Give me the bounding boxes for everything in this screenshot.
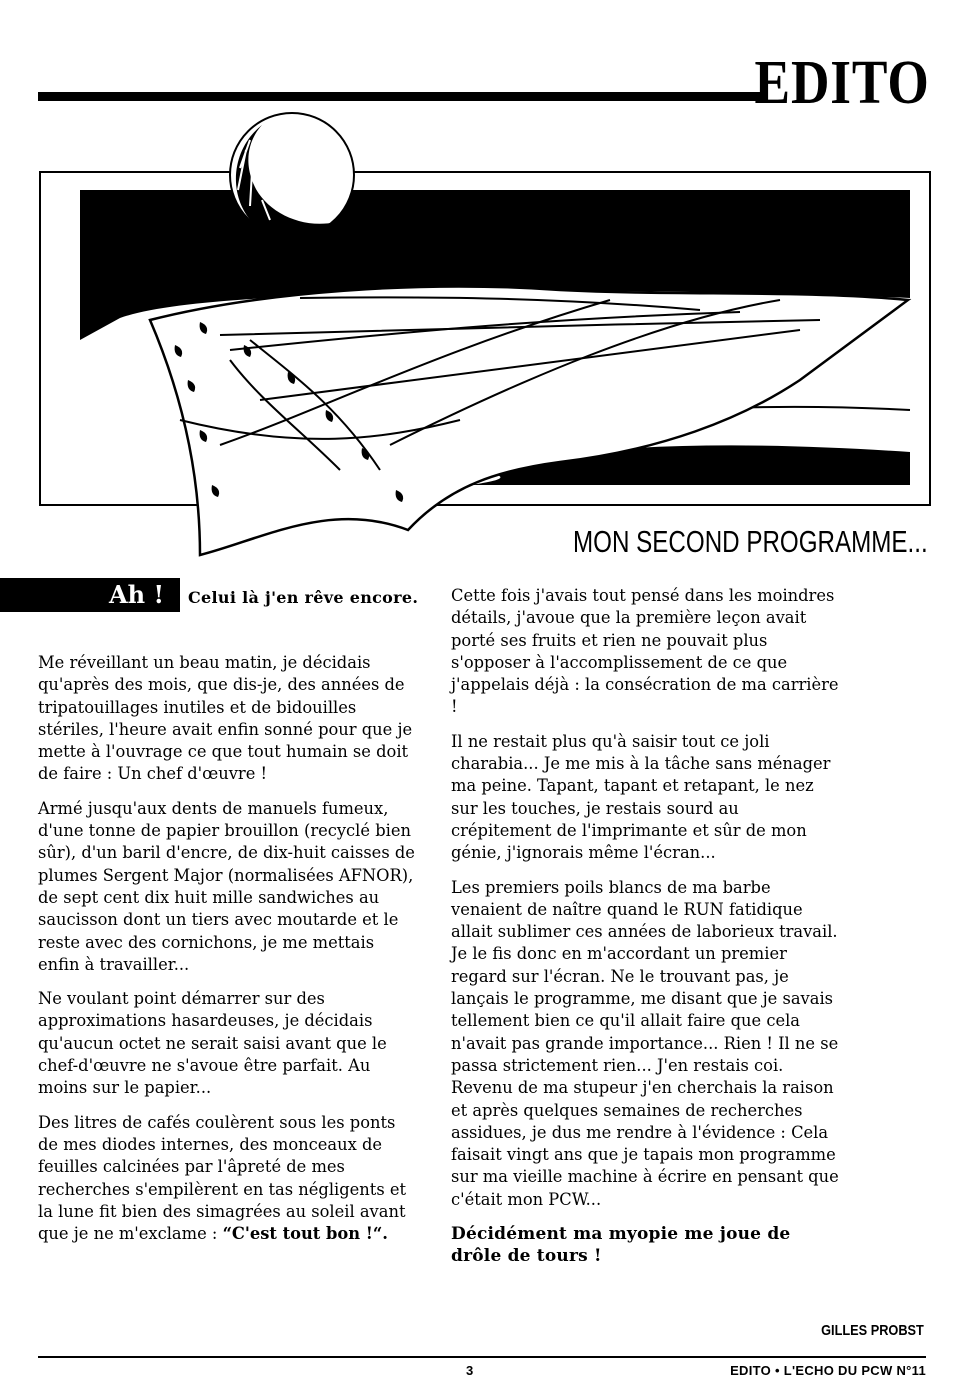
left-column: [38, 652, 418, 1257]
article-title: MON SECOND PROGRAMME...: [573, 524, 928, 559]
paragraph: Les premiers poils blancs de ma barbe venaient de naître quand le RUN fatidique allait sublimer ces années de laborieux travail. Je le fis donc en m'accordant un premier regard sur l'écran. Ne le trouvant pas, je lançais le programme, me disant que je savais tellement bien ce qu'il allait faire que cela n'avait pas grande importance... Rien ! Il ne se passa strictement rien... J'en restais coi. Revenu de ma stupeur j'en cherchais la raison et après quelques semaines de recherches assidues, je dus me rendre à l'évidence : Cela faisait vingt ans que je tapais mon programme sur ma vieille machine à écrire en pensant que c'était mon PCW...: [451, 877, 839, 1209]
paragraph: Armé jusqu'aux dents de manuels fumeux, d'une tonne de papier brouillon (recyclé bien sûr), d'un baril d'encre, de dix-huit caisses de plumes Sergent Major (normalisées AFNOR), de sept cent dix huit mille sandwiches au saucisson dont un tiers avec moutarde et le reste avec des cornichons, je me mettais enfin à travailler...: [38, 798, 415, 974]
paragraph: Ne voulant point démarrer sur des approximations hasardeuses, je décidais qu'aucun octet ne serait saisi avant que le chef-d'œuvre ne s'avoue être parfait. Au moins sur le papier...: [38, 989, 387, 1098]
author-signature: GILLES PROBST: [821, 1322, 924, 1339]
page-number: 3: [466, 1363, 474, 1378]
section-title: EDITO: [754, 49, 930, 117]
intro-banner: Ah !: [0, 578, 180, 612]
paragraph: Cette fois j'avais tout pensé dans les moindres détails, j'avoue que la première leçon avait porté ses fruits et rien ne pouvait plus s'opposer à l'accomplissement de ce que j'appelais déjà : la consécration de ma carrière !: [451, 586, 839, 717]
footer-rule: [38, 1356, 926, 1358]
final-quote: “C'est tout bon !“.: [222, 1224, 388, 1244]
paragraph-with-quote: [38, 1112, 418, 1246]
paragraph: Me réveillant un beau matin, je décidais qu'après des mois, que dis-je, des années de tripatouillages inutiles et de bidouilles stériles, l'heure avait enfin sonné pour que je mette à l'ouvrage ce que tout humain se doit de faire : Un chef d'œuvre !: [38, 653, 413, 784]
right-column: [451, 585, 841, 1280]
footer-publication: EDITO • L'ECHO DU PCW N°11: [730, 1363, 926, 1378]
paragraph: Il ne restait plus qu'à saisir tout ce joli charabia... Je me mis à la tâche sans ménager ma peine. Tapant, tapant et retapant, le nez sur les touches, je restais sourd au crépitement de l'imprimante et sûr de mon génie, j'ignorais même l'écran...: [451, 731, 831, 863]
paragraph-text: Des litres de cafés coulèrent sous les ponts de mes diodes internes, des monceaux de feuilles calcinées par l'âpreté de mes recherches s'empilèrent en tas négligents et la lune fit bien des simagrées au soleil avant que je ne m'exclame :: [38, 1112, 407, 1244]
moon-over-flying-carpet-illustration: [0, 0, 960, 560]
intro-text: Celui là j'en rêve encore.: [188, 588, 419, 607]
conclusion: Décidément ma myopie me joue de drôle de tours !: [451, 1224, 791, 1267]
